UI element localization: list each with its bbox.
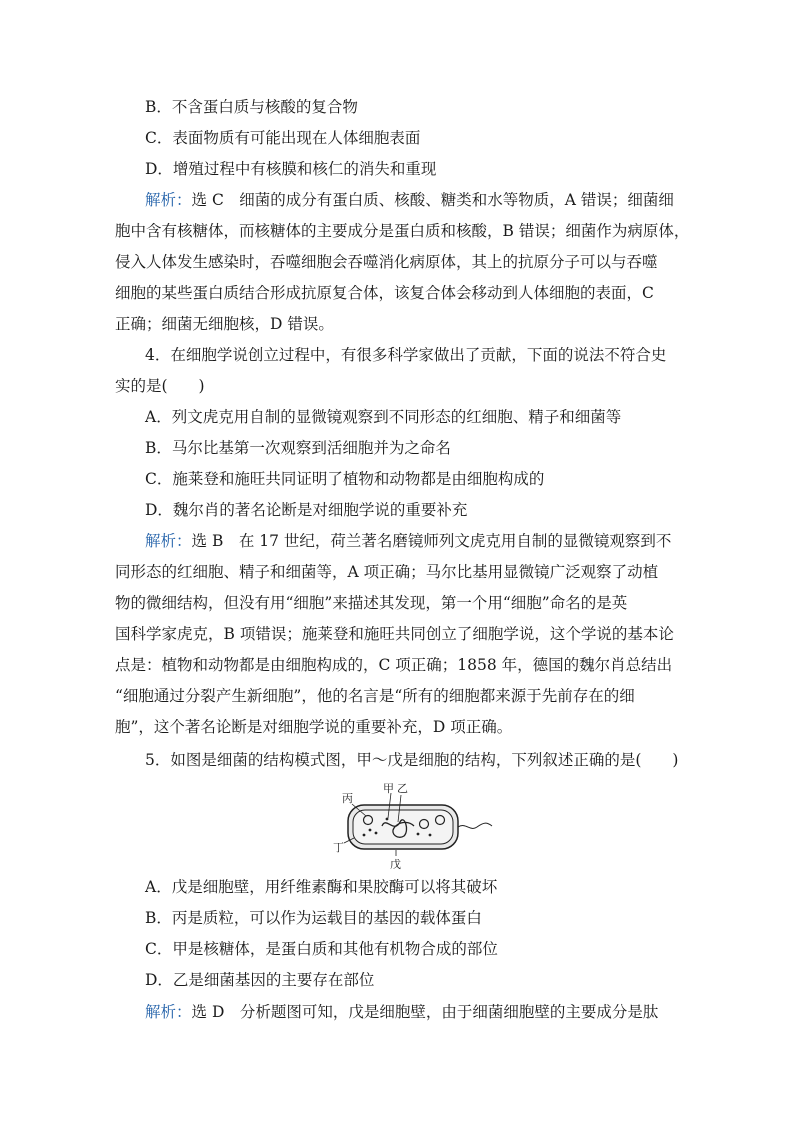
q3-option-d: D．增殖过程中有核膜和核仁的消失和重现 bbox=[145, 160, 437, 178]
label-ding: 丁 bbox=[333, 841, 344, 854]
q3-analysis-line-3: 侵入人体发生感染时，吞噬细胞会吞噬消化病原体，其上的抗原分子可以与吞噬 bbox=[115, 253, 658, 271]
q4-option-d: D．魏尔肖的著名论断是对细胞学说的重要补充 bbox=[145, 501, 468, 519]
q4-analysis-line-5: 点是：植物和动物都是由细胞构成的，C 项正确；1858 年，德国的魏尔肖总结出 bbox=[115, 656, 673, 674]
q4-analysis-line-6: “细胞通过分裂产生新细胞”，他的名言是“所有的细胞都来源于先前存在的细 bbox=[115, 687, 635, 705]
q5-analysis-line-1: 解析：选 D 分析题图可知，戊是细胞壁，由于细菌细胞壁的主要成分是肽 bbox=[145, 1003, 659, 1021]
analysis-label: 解析： bbox=[145, 191, 192, 209]
q3-option-b: B．不含蛋白质与核酸的复合物 bbox=[145, 98, 358, 116]
label-jia: 甲 bbox=[383, 782, 394, 795]
q3-analysis-line-1: 解析：选 C 细菌的成分有蛋白质、核酸、糖类和水等物质，A 错误；细菌细 bbox=[145, 191, 674, 209]
analysis-label: 解析： bbox=[145, 532, 192, 550]
ribosome-dot bbox=[429, 834, 432, 837]
q4-stem-line-1: 4．在细胞学说创立过程中，有很多科学家做出了贡献，下面的说法不符合史 bbox=[145, 346, 667, 364]
q5-stem: 5．如图是细菌的结构模式图，甲～戊是细胞的结构，下列叙述正确的是( ) bbox=[145, 751, 679, 769]
label-bing: 丙 bbox=[342, 792, 353, 805]
q5-option-a: A．戊是细胞壁，用纤维素酶和果胶酶可以将其破坏 bbox=[145, 878, 498, 896]
q4-analysis-line-7: 胞”，这个著名论断是对细胞学说的重要补充，D 项正确。 bbox=[115, 718, 513, 736]
q4-analysis-line-3: 物的微细结构，但没有用“细胞”来描述其发现，第一个用“细胞”命名的是英 bbox=[115, 594, 628, 612]
label-yi: 乙 bbox=[397, 782, 408, 795]
q3-analysis-line-4: 细胞的某些蛋白质结合形成抗原复合体，该复合体会移动到人体细胞的表面，C bbox=[115, 284, 654, 302]
ribosome-dot bbox=[417, 833, 420, 836]
label-wu: 戊 bbox=[390, 858, 401, 870]
q5-option-d: D．乙是细菌基因的主要存在部位 bbox=[145, 971, 375, 989]
bacteria-structure-diagram bbox=[330, 778, 495, 870]
ribosome-dot bbox=[375, 832, 378, 835]
ribosome-dot bbox=[363, 834, 366, 837]
flagellum bbox=[458, 823, 492, 828]
analysis-label: 解析： bbox=[145, 1003, 192, 1021]
q4-analysis-line-1: 解析：选 B 在 17 世纪，荷兰著名磨镜师列文虎克用自制的显微镜观察到不 bbox=[145, 532, 672, 550]
ribosome-dot bbox=[386, 818, 389, 821]
q3-analysis-line-2: 胞中含有核糖体，而核糖体的主要成分是蛋白质和核酸，B 错误；细菌作为病原体， bbox=[115, 222, 690, 240]
q5-option-c: C．甲是核糖体，是蛋白质和其他有机物合成的部位 bbox=[145, 940, 498, 958]
q3-option-c: C．表面物质有可能出现在人体细胞表面 bbox=[145, 129, 421, 147]
ribosome-dot bbox=[369, 829, 372, 832]
q5-option-b: B．丙是质粒，可以作为运载目的基因的载体蛋白 bbox=[145, 909, 482, 927]
q4-analysis-line-4: 国科学家虎克，B 项错误；施莱登和施旺共同创立了细胞学说，这个学说的基本论 bbox=[115, 625, 674, 643]
q4-stem-line-2: 实的是( ) bbox=[115, 377, 205, 395]
q3-analysis-line-5: 正确；细菌无细胞核，D 错误。 bbox=[115, 315, 334, 333]
q4-option-c: C．施莱登和施旺共同证明了植物和动物都是由细胞构成的 bbox=[145, 470, 545, 488]
q4-option-a: A．列文虎克用自制的显微镜观察到不同形态的红细胞、精子和细菌等 bbox=[145, 408, 622, 426]
q4-analysis-line-2: 同形态的红细胞、精子和细菌等，A 项正确；马尔比基用显微镜广泛观察了动植 bbox=[115, 563, 659, 581]
q4-option-b: B．马尔比基第一次观察到活细胞并为之命名 bbox=[145, 439, 451, 457]
